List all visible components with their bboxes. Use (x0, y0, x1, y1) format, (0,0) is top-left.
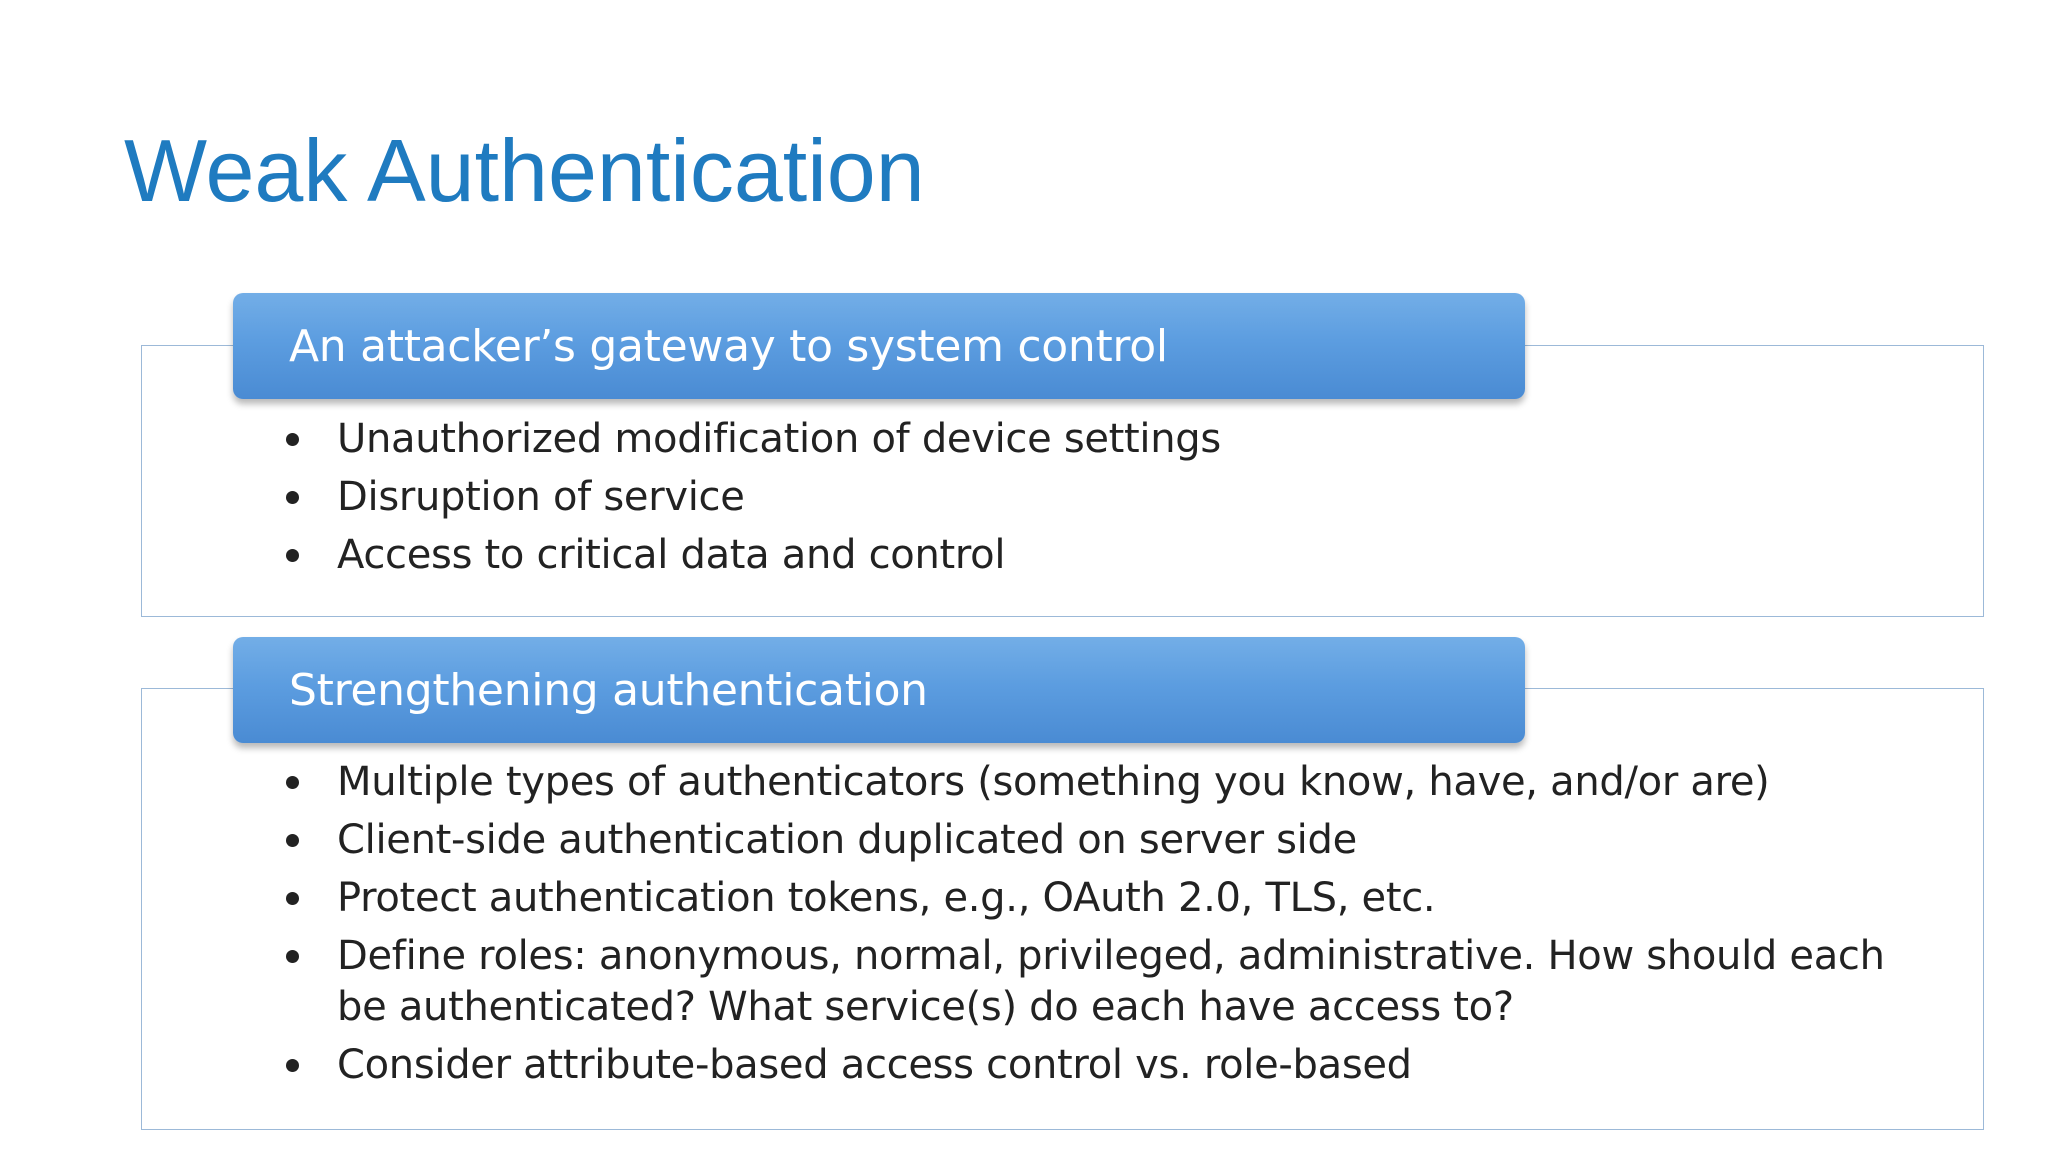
bullet-text: Disruption of service (337, 474, 745, 520)
bullet-dot-icon (286, 892, 299, 905)
section-header-strengthening (233, 637, 1525, 743)
bullet-dot-icon (286, 549, 299, 562)
bullet-item (280, 931, 1897, 1033)
bullet-list-strengthening (280, 757, 1897, 1098)
bullet-item (280, 873, 1897, 924)
bullet-item (280, 757, 1897, 808)
section-header-text: An attacker’s gateway to system control (289, 320, 1168, 372)
bullet-dot-icon (286, 834, 299, 847)
section-header-text: Strengthening authentication (289, 664, 928, 716)
bullet-dot-icon (286, 491, 299, 504)
bullet-dot-icon (286, 776, 299, 789)
bullet-item (280, 414, 1221, 465)
bullet-text: Protect authentication tokens, e.g., OAuth 2.0, TLS, etc. (337, 875, 1436, 921)
bullet-item (280, 530, 1221, 581)
bullet-dot-icon (286, 433, 299, 446)
slide-title: Weak Authentication (124, 121, 925, 220)
bullet-item (280, 815, 1897, 866)
bullet-list-attacker-gateway (280, 414, 1221, 588)
bullet-item (280, 472, 1221, 523)
bullet-text: Client-side authentication duplicated on server side (337, 817, 1357, 863)
bullet-text: Define roles: anonymous, normal, privileged, administrative. How should each be authenticated? What service(s) do each have access to? (337, 933, 1885, 1030)
bullet-item (280, 1040, 1897, 1091)
bullet-text: Unauthorized modification of device settings (337, 416, 1221, 462)
bullet-text: Multiple types of authenticators (something you know, have, and/or are) (337, 759, 1770, 805)
bullet-dot-icon (286, 950, 299, 963)
bullet-text: Access to critical data and control (337, 532, 1006, 578)
section-header-attacker-gateway (233, 293, 1525, 399)
bullet-dot-icon (286, 1059, 299, 1072)
bullet-text: Consider attribute-based access control vs. role-based (337, 1042, 1412, 1088)
